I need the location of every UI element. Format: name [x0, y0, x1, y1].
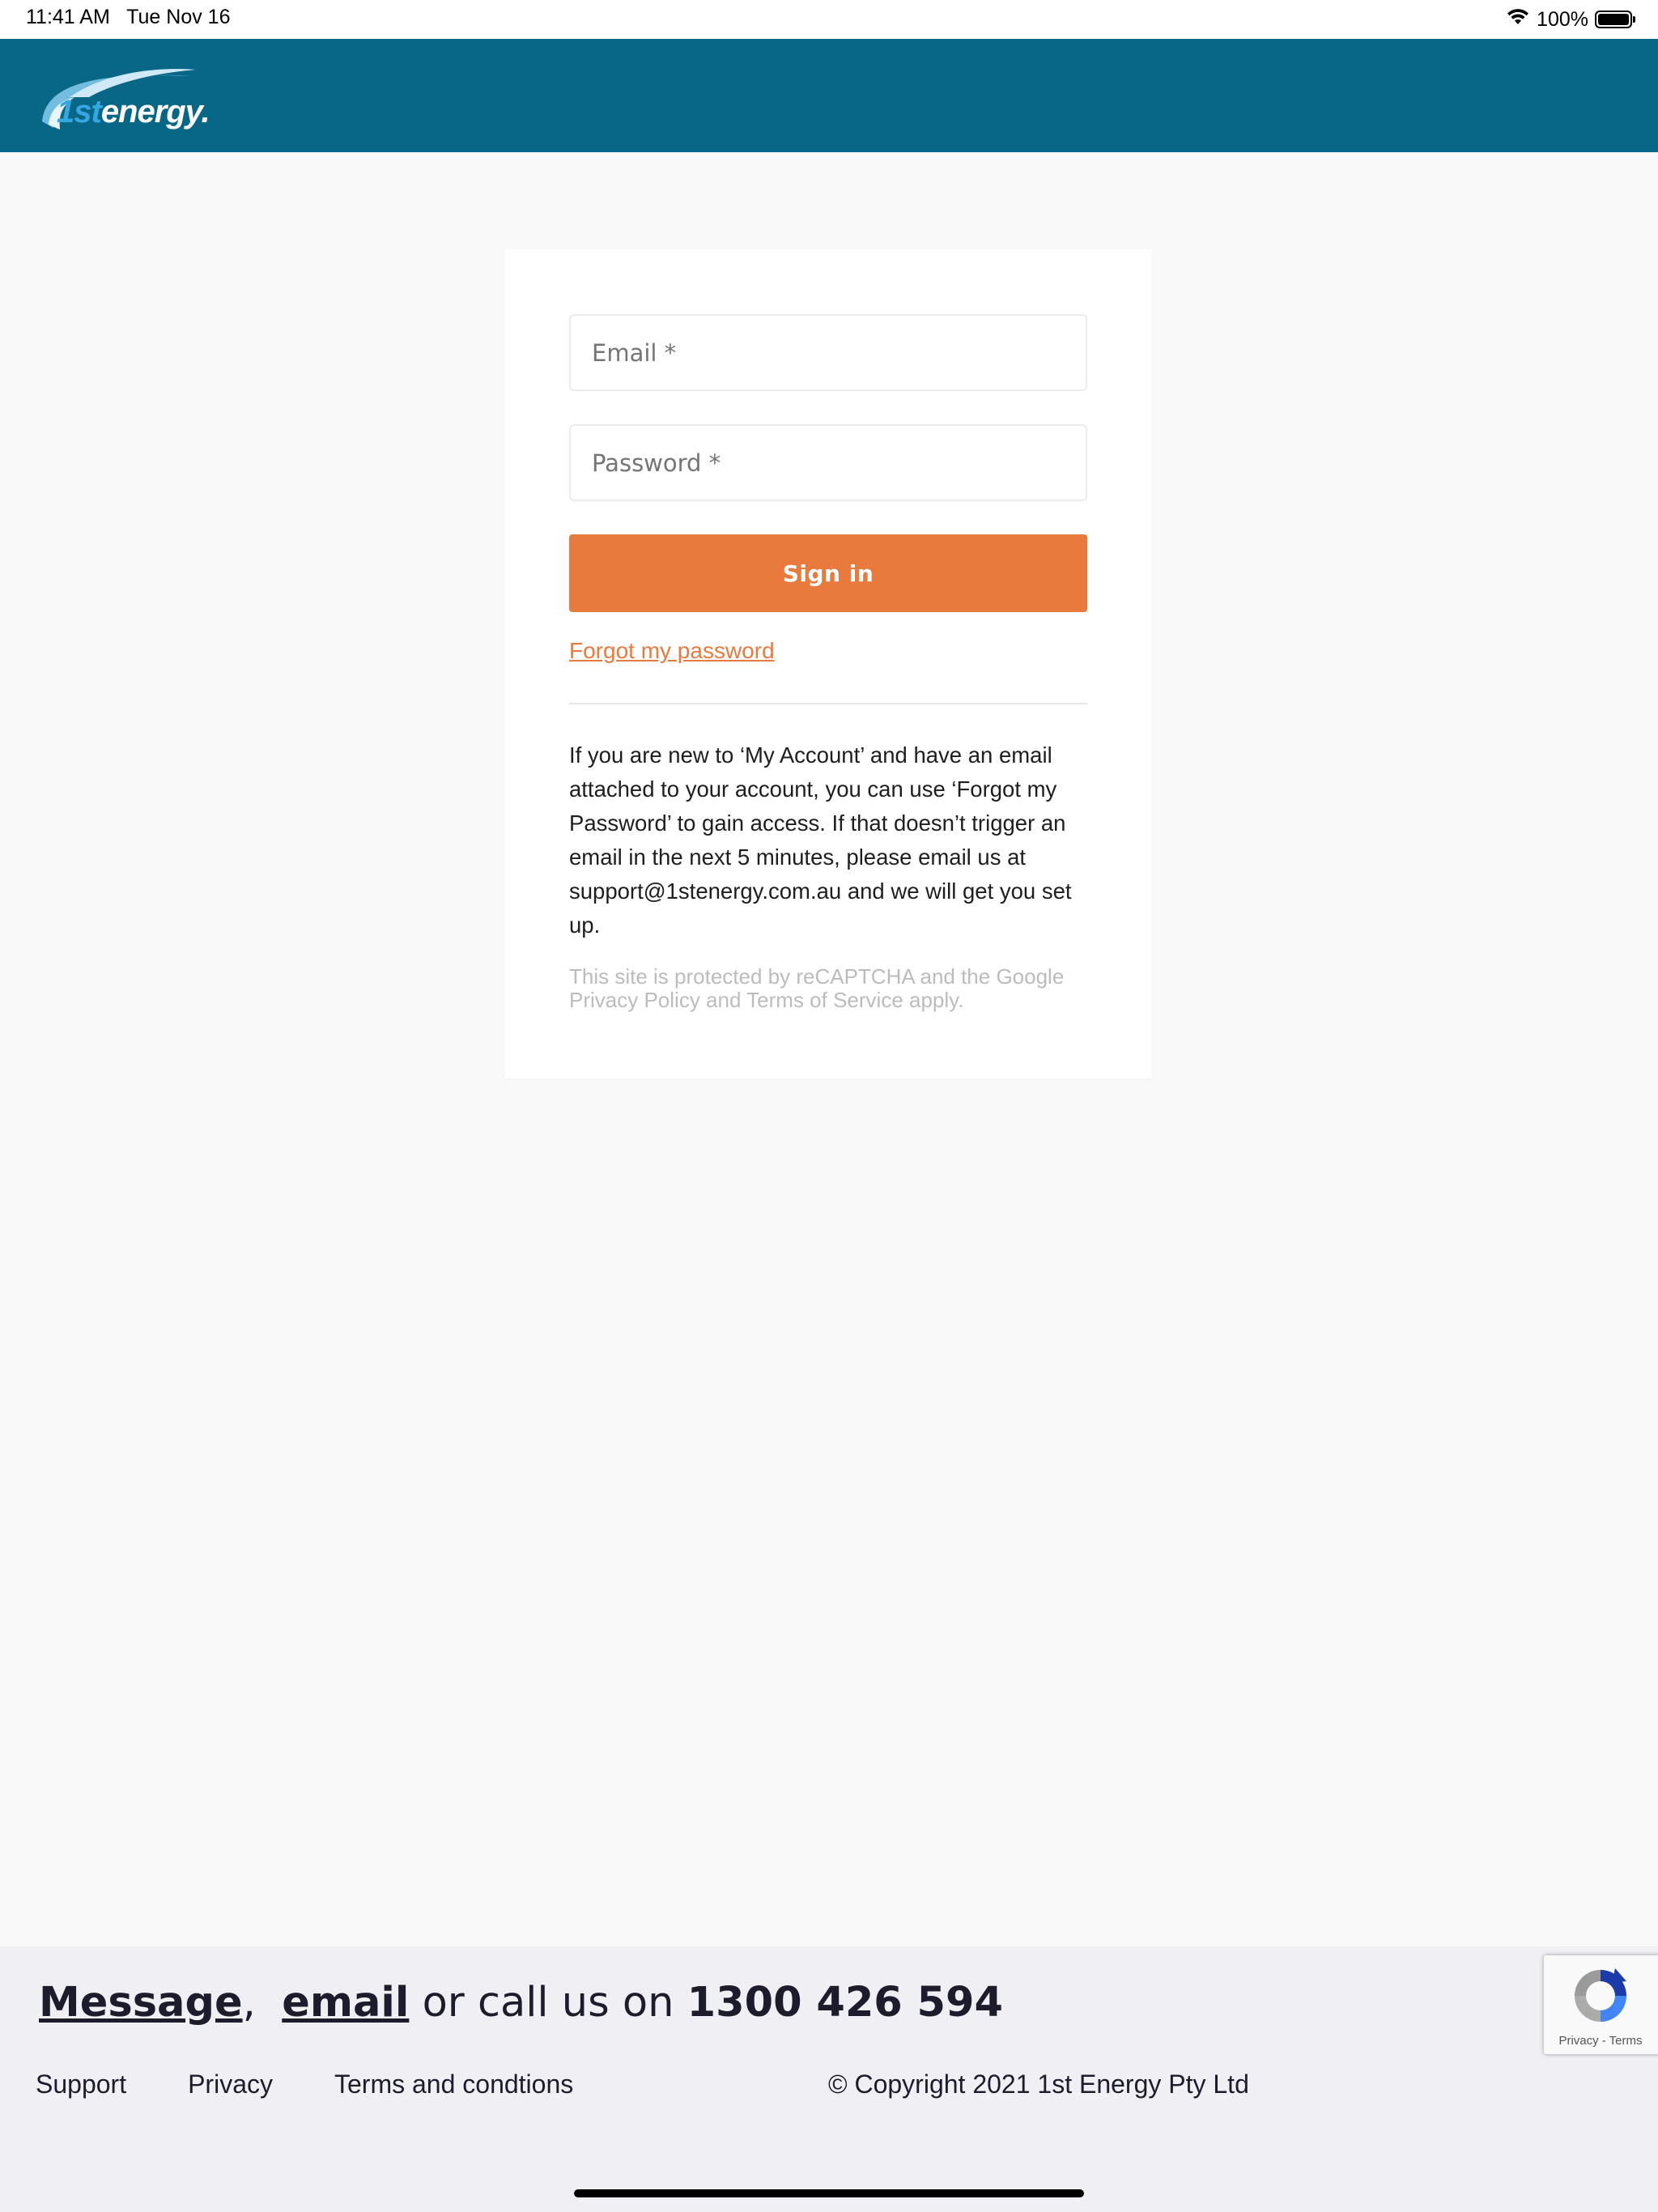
contact-middle-text: or call us on [422, 1979, 674, 2027]
logo-text-prefix: 1st [57, 94, 101, 130]
login-card [504, 249, 1152, 1078]
recaptcha-logo-icon [1568, 1963, 1633, 2028]
logo-text-suffix: energy. [100, 94, 210, 130]
contact-separator: , [242, 1979, 256, 2027]
copyright-text: © Copyright 2021 1st Energy Pty Ltd [828, 2069, 1249, 2099]
status-bar [0, 0, 1658, 39]
message-link[interactable]: Message [39, 1979, 243, 2027]
forgot-password-link[interactable]: Forgot my password [569, 638, 775, 663]
wifi-icon [1506, 7, 1530, 32]
footer-link-support[interactable]: Support [36, 2069, 127, 2099]
footer-links [36, 2069, 573, 2099]
battery-icon [1595, 11, 1632, 28]
status-time [26, 6, 230, 29]
home-indicator[interactable] [574, 2189, 1084, 2197]
logo-text [57, 94, 210, 130]
phone-number[interactable]: 1300 426 594 [687, 1979, 1004, 2027]
recaptcha-notice: This site is protected by reCAPTCHA and the Google Privacy Policy and Terms of Service apply. [569, 964, 1065, 1012]
divider [569, 703, 1087, 704]
recaptcha-badge[interactable] [1544, 1955, 1658, 2054]
password-field[interactable] [569, 424, 1087, 501]
contact-line [39, 1979, 1003, 2027]
battery-percent: 100% [1537, 7, 1588, 31]
email-field[interactable] [569, 314, 1087, 391]
status-indicators [1506, 5, 1632, 34]
site-header [0, 39, 1658, 152]
email-link[interactable]: email [282, 1979, 410, 2027]
status-date-text: Tue Nov 16 [126, 6, 231, 28]
battery-fill [1598, 14, 1629, 25]
email-input[interactable] [571, 316, 1086, 389]
footer-link-privacy[interactable]: Privacy [188, 2069, 273, 2099]
new-account-info-text: If you are new to ‘My Account’ and have an email attached to your account, you can use ‘Forgot my Password’ to gain access. If that doesn’t trigger an email in the next 5 minutes, please email us at support@1stenergy.com.au and we will get you set up. [569, 742, 1072, 938]
site-footer [0, 1946, 1658, 2212]
status-time-text: 11:41 AM [26, 6, 110, 28]
footer-link-terms[interactable]: Terms and condtions [334, 2069, 574, 2099]
sign-in-button[interactable]: Sign in [569, 534, 1087, 612]
recaptcha-links[interactable]: Privacy - Terms [1558, 2034, 1643, 2048]
1st-energy-logo[interactable] [37, 55, 210, 136]
password-input[interactable] [571, 426, 1086, 500]
